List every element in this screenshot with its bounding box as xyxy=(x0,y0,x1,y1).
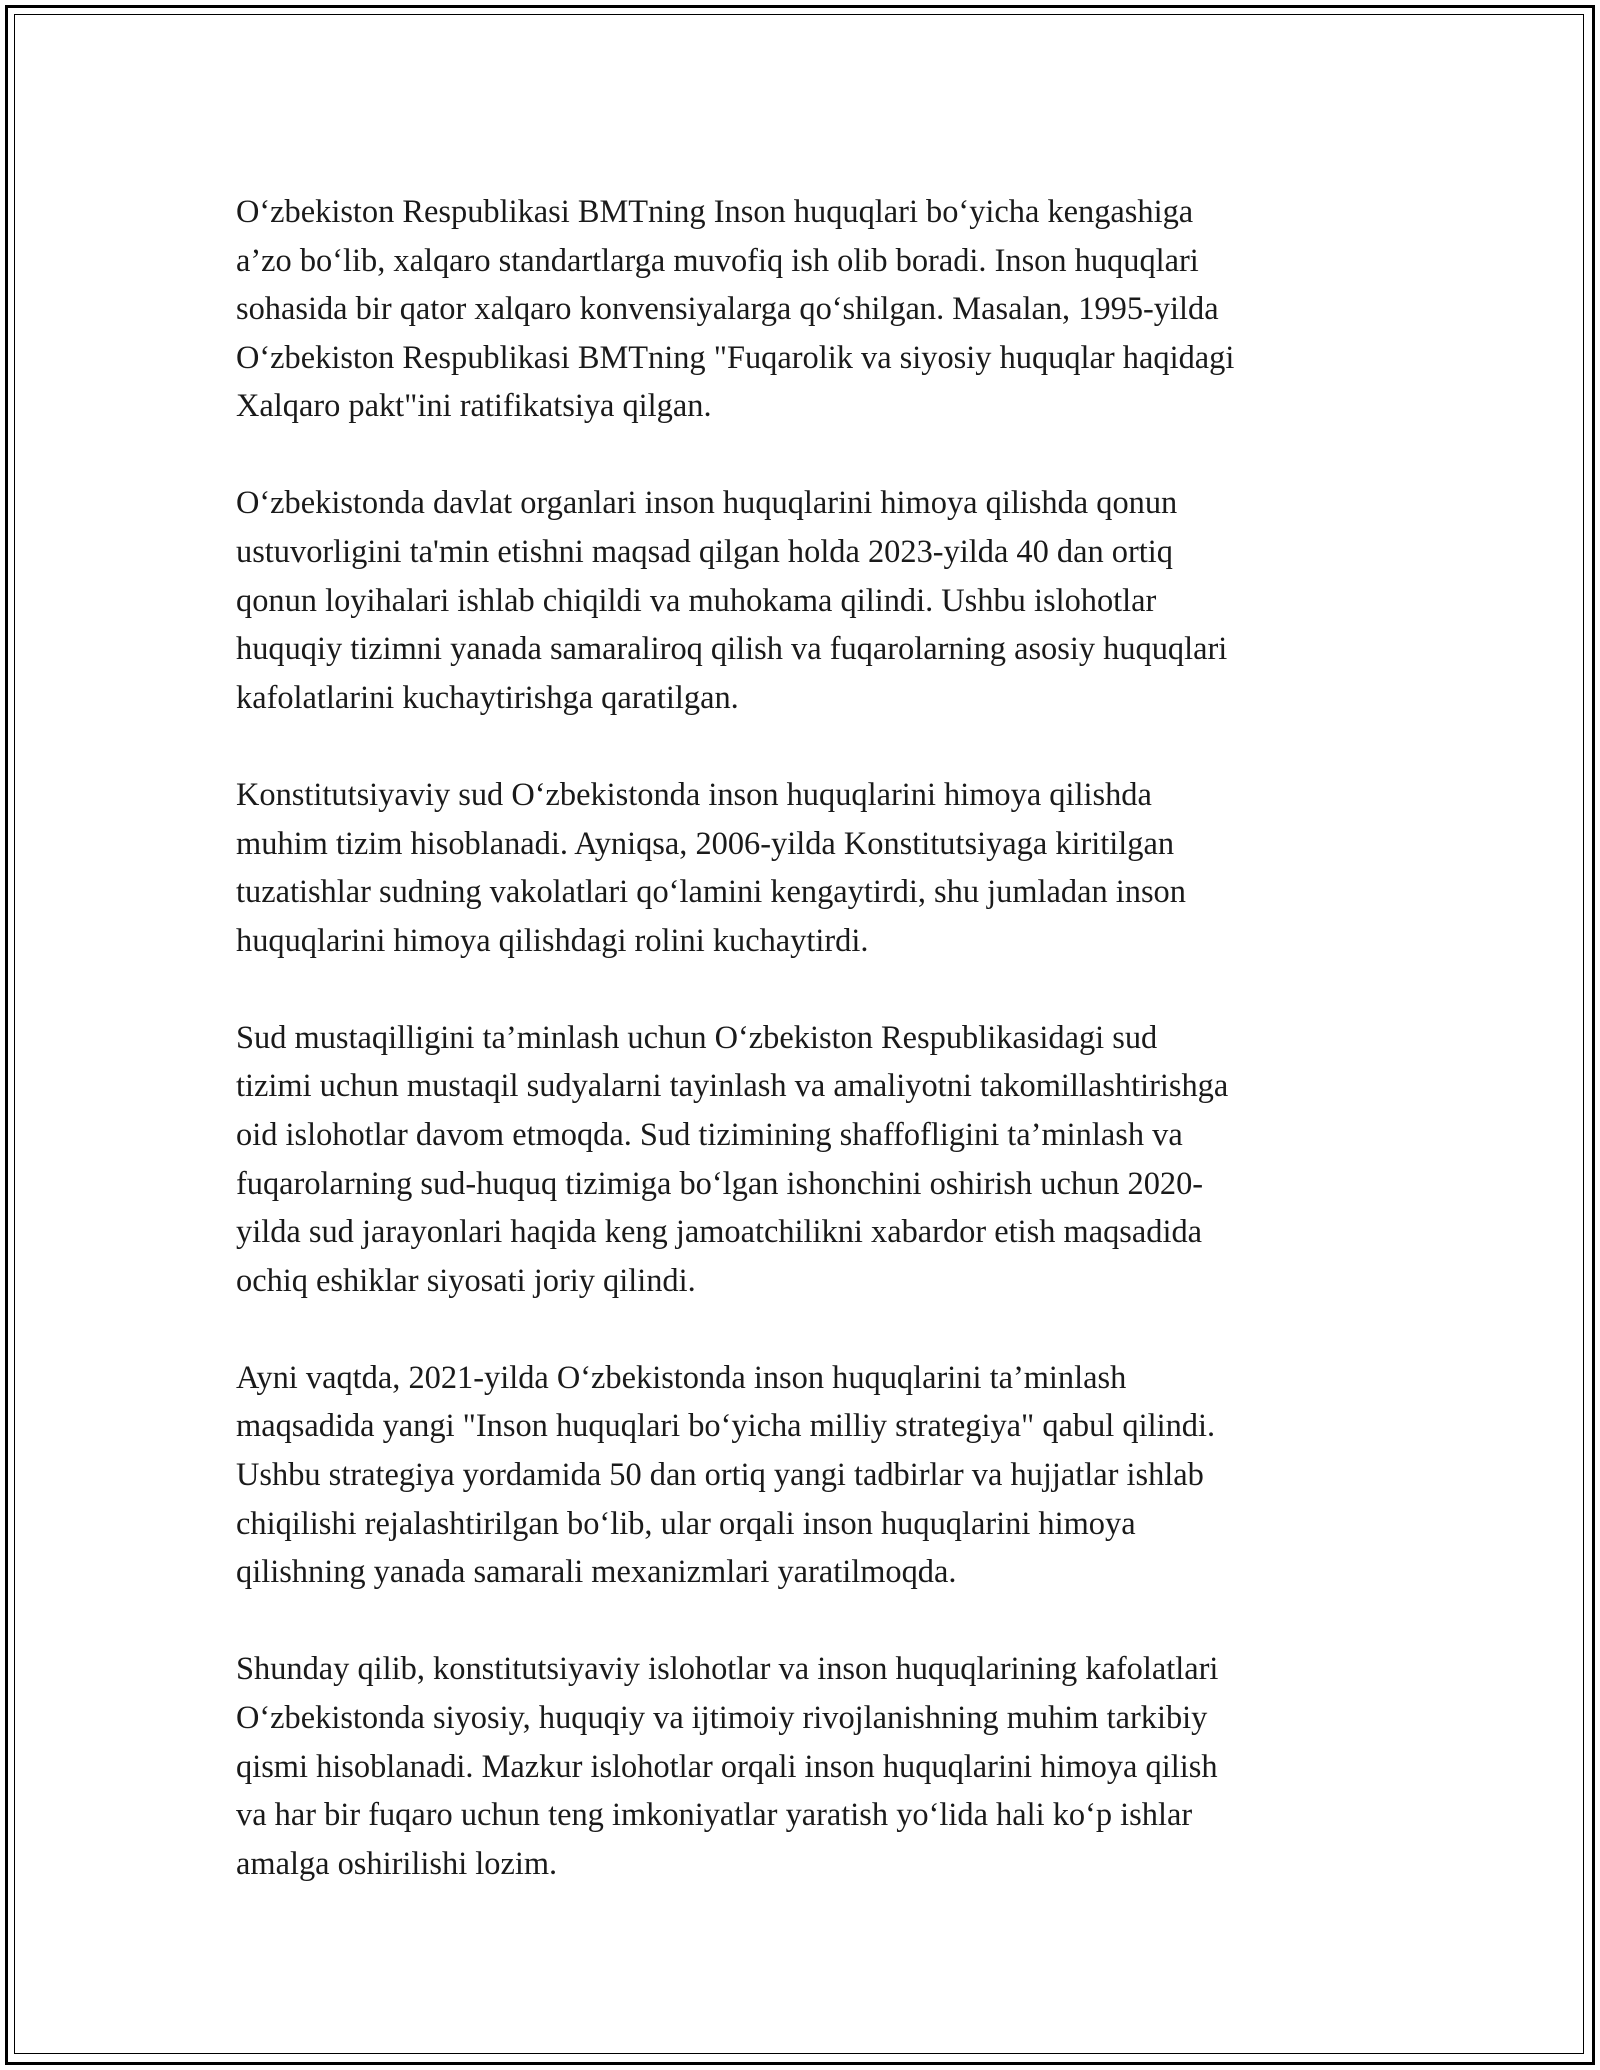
text-line: O‘zbekistonda davlat organlari inson huquqlarini himoya qilishda qonun xyxy=(236,485,1178,522)
text-line: muhim tizim hisoblanadi. Ayniqsa, 2006-yilda Konstitutsiyaga kiritilgan xyxy=(236,825,1175,862)
text-line: Xalqaro pakt"ini ratifikatsiya qilgan. xyxy=(236,388,712,425)
paragraph-un-council xyxy=(236,188,1386,431)
text-line: chiqilishi rejalashtirilgan bo‘lib, ular orqali inson huquqlarini himoya xyxy=(236,1505,1136,1542)
text-line: Sud mustaqilligini ta’minlash uchun O‘zbekiston Respublikasidagi sud xyxy=(236,1019,1158,1056)
text-line: sohasida bir qator xalqaro konvensiyalarga qo‘shilgan. Masalan, 1995-yilda xyxy=(236,291,1219,328)
paragraph-conclusion xyxy=(236,1645,1386,1888)
text-line: ustuvorligini ta'min etishni maqsad qilgan holda 2023-yilda 40 dan ortiq xyxy=(236,534,1173,571)
paragraph-national-strategy xyxy=(236,1354,1386,1597)
text-line: huquqiy tizimni yanada samaraliroq qilish va fuqarolarning asosiy huquqlari xyxy=(236,631,1228,668)
paragraph-judicial-independence xyxy=(236,1014,1386,1306)
text-line: O‘zbekiston Respublikasi BMTning Inson huquqlari bo‘yicha kengashiga xyxy=(236,194,1194,230)
text-line: qonun loyihalari ishlab chiqildi va muhokama qilindi. Ushbu islohotlar xyxy=(236,582,1157,619)
text-line: a’zo bo‘lib, xalqaro standartlarga muvofiq ish olib boradi. Inson huquqlari xyxy=(236,242,1199,279)
text-line: tuzatishlar sudning vakolatlari qo‘lamini kengaytirdi, shu jumladan inson xyxy=(236,874,1186,911)
text-line: Konstitutsiyaviy sud O‘zbekistonda inson huquqlarini himoya qilishda xyxy=(236,776,1152,813)
text-line: oid islohotlar davom etmoqda. Sud tizimining shaffofligini ta’minlash va xyxy=(236,1117,1183,1153)
text-line: Ushbu strategiya yordamida 50 dan ortiq yangi tadbirlar va hujjatlar ishlab xyxy=(236,1457,1204,1494)
text-line: tizimi uchun mustaqil sudyalarni tayinlash va amaliyotni takomillashtirishga xyxy=(236,1068,1229,1105)
text-line: huquqlarini himoya qilishdagi rolini kuchaytirdi. xyxy=(236,922,869,959)
paragraph-constitutional-court xyxy=(236,771,1386,965)
text-line: O‘zbekistonda siyosiy, huquqiy va ijtimoiy rivojlanishning muhim tarkibiy xyxy=(236,1699,1208,1736)
text-line: va har bir fuqaro uchun teng imkoniyatlar yaratish yo‘lida hali ko‘p ishlar xyxy=(236,1797,1193,1834)
text-line: ochiq eshiklar siyosati joriy qilindi. xyxy=(236,1262,696,1299)
text-line: O‘zbekiston Respublikasi BMTning "Fuqarolik va siyosiy huquqlar haqidagi xyxy=(236,339,1235,376)
text-line: Ayni vaqtda, 2021-yilda O‘zbekistonda inson huquqlarini ta’minlash xyxy=(236,1359,1127,1396)
text-line: amalga oshirilishi lozim. xyxy=(236,1845,558,1882)
text-line: Shunday qilib, konstitutsiyaviy islohotlar va inson huquqlarining kafolatlari xyxy=(236,1651,1219,1688)
document-body xyxy=(236,188,1386,1937)
text-line: kafolatlarini kuchaytirishga qaratilgan. xyxy=(236,679,739,716)
text-line: qismi hisoblanadi. Mazkur islohotlar orqali inson huquqlarini himoya qilish xyxy=(236,1748,1218,1785)
text-line: maqsadida yangi "Inson huquqlari bo‘yicha milliy strategiya" qabul qilindi. xyxy=(236,1408,1216,1445)
text-line: qilishning yanada samarali mexanizmlari yaratilmoqda. xyxy=(236,1554,957,1591)
text-line: yilda sud jarayonlari haqida keng jamoatchilikni xabardor etish maqsadida xyxy=(236,1214,1203,1251)
paragraph-state-bodies xyxy=(236,479,1386,722)
text-line: fuqarolarning sud-huquq tizimiga bo‘lgan ishonchini oshirish uchun 2020- xyxy=(236,1165,1204,1202)
